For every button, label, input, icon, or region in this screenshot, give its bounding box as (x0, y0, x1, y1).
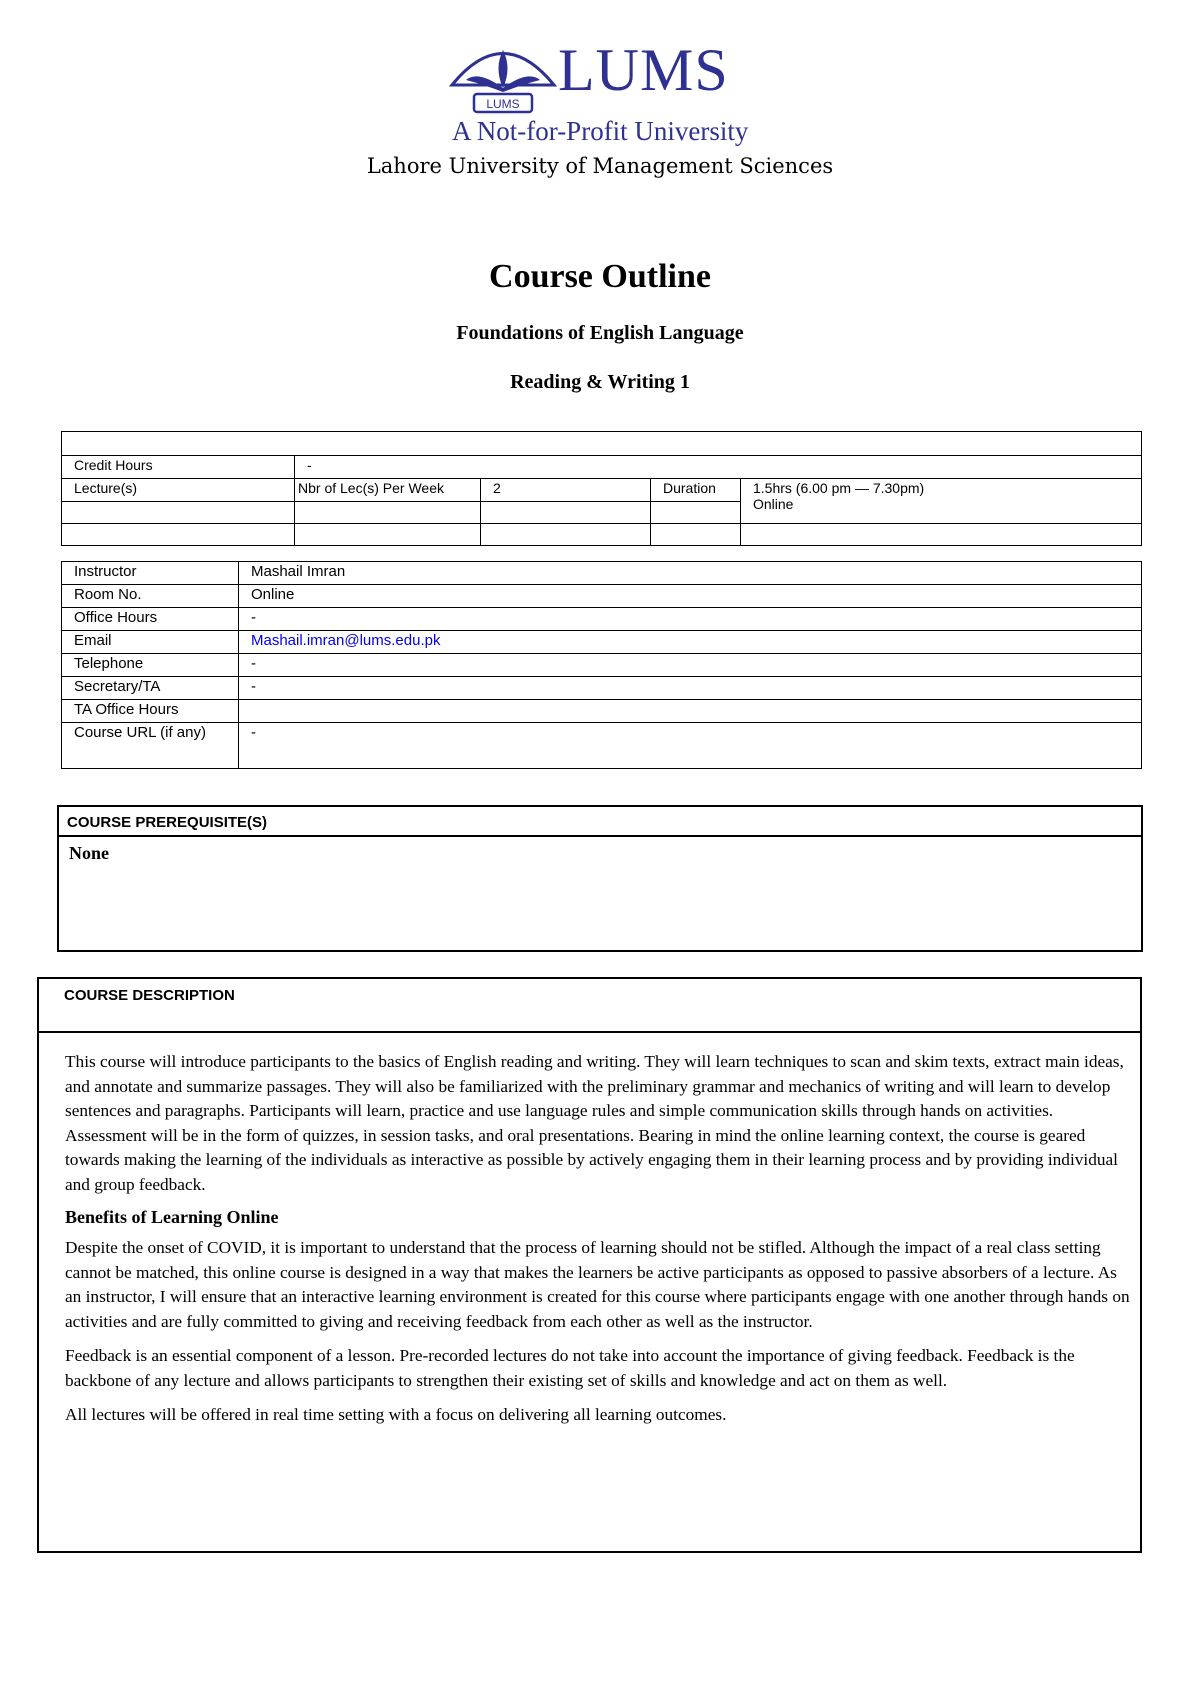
field-value: Mashail Imran (239, 562, 1142, 585)
field-label: Office Hours (62, 608, 239, 631)
credit-hours-label: Credit Hours (62, 456, 295, 479)
table-row (62, 524, 1142, 546)
description-paragraph: All lectures will be offered in real time setting with a focus on delivering all learning outcomes. (65, 1405, 727, 1424)
description-heading: COURSE DESCRIPTION (39, 979, 1140, 1033)
field-value: - (239, 608, 1142, 631)
prerequisites-heading: COURSE PREREQUISITE(S) (59, 807, 1141, 837)
page-title: Course Outline (489, 258, 711, 295)
field-label: TA Office Hours (62, 700, 239, 723)
description-paragraph: This course will introduce participants to the basics of English reading and writing. They will learn techniques to scan and skim texts, extract main ideas, and annotate and summarize passages. They will also be familiarized with the preliminary grammar and mechanics of writing and will learn to develop sentences and paragraphs. Participants will learn, practice and use language rules and simple communication skills through hands on activities. Assessment will be in the form of quizzes, in session tasks, and oral presentations. Bearing in mind the online learning context, the course is geared towards making the learning of the individuals as interactive as possible by actively engaging them in their learning process and by providing individual and group feedback. (65, 1052, 1124, 1194)
duration-cell (741, 479, 1142, 524)
table-row (62, 432, 1142, 456)
table-row (62, 479, 1142, 502)
description-body (39, 1033, 1140, 1428)
field-value: - (239, 723, 1142, 769)
field-label: Secretary/TA (62, 677, 239, 700)
table-row (62, 562, 1142, 585)
table-row (62, 654, 1142, 677)
table-row (62, 608, 1142, 631)
field-value: - (239, 677, 1142, 700)
course-name: Foundations of English Language (456, 322, 744, 344)
lums-emblem-icon (448, 30, 558, 120)
field-label: Instructor (62, 562, 239, 585)
lectures-label: Lecture(s) (62, 479, 295, 502)
field-label: Course URL (if any) (62, 723, 239, 769)
per-week-label: Nbr of Lec(s) Per Week (295, 479, 481, 502)
table-row (62, 677, 1142, 700)
field-label: Room No. (62, 585, 239, 608)
description-paragraph: Despite the onset of COVID, it is important to understand that the process of learning should not be stifled. Although the impact of a real class setting cannot be matched, this online course is designed in a way that makes the learners be active participants as opposed to passive absorbers of a lecture. As an instructor, I will ensure that an interactive learning environment is created for this course where participants engage with one another through hands on activities and are fully committed to giving and receiving feedback from each other as well as the instructor. (65, 1238, 1130, 1331)
field-value: - (239, 654, 1142, 677)
duration-value: 1.5hrs (6.00 pm — 7.30pm) (753, 480, 925, 496)
schedule-table (61, 431, 1142, 546)
table-row (62, 700, 1142, 723)
credit-hours-value: - (295, 456, 1142, 479)
duration-label: Duration (651, 479, 741, 502)
university-name: Lahore University of Management Sciences (366, 154, 834, 178)
logo-wordmark: LUMS (558, 37, 729, 103)
field-value: Online (239, 585, 1142, 608)
description-box (37, 977, 1142, 1553)
field-value (239, 631, 1142, 654)
duration-mode: Online (753, 496, 794, 512)
field-value (239, 700, 1142, 723)
instructor-email-link[interactable]: Mashail.imran@lums.edu.pk (251, 632, 441, 649)
lums-emblem-text: LUMS (486, 97, 520, 111)
table-row (62, 456, 1142, 479)
per-week-value: 2 (481, 479, 651, 502)
description-paragraph: Feedback is an essential component of a lesson. Pre-recorded lectures do not take into account the importance of giving feedback. Feedback is the backbone of any lecture and allows participants to strengthen their existing set of skills and knowledge and act on them as well. (65, 1346, 1075, 1390)
prerequisites-box (57, 805, 1143, 952)
instructor-table (61, 561, 1142, 769)
logo-tagline: A Not-for-Profit University (452, 116, 749, 146)
prerequisites-value: None (69, 843, 109, 863)
benefits-heading: Benefits of Learning Online (65, 1207, 279, 1227)
table-row (62, 723, 1142, 769)
field-label: Email (62, 631, 239, 654)
course-section: Reading & Writing 1 (510, 371, 690, 393)
table-row (62, 585, 1142, 608)
lums-logo (440, 22, 780, 157)
field-label: Telephone (62, 654, 239, 677)
table-row (62, 631, 1142, 654)
